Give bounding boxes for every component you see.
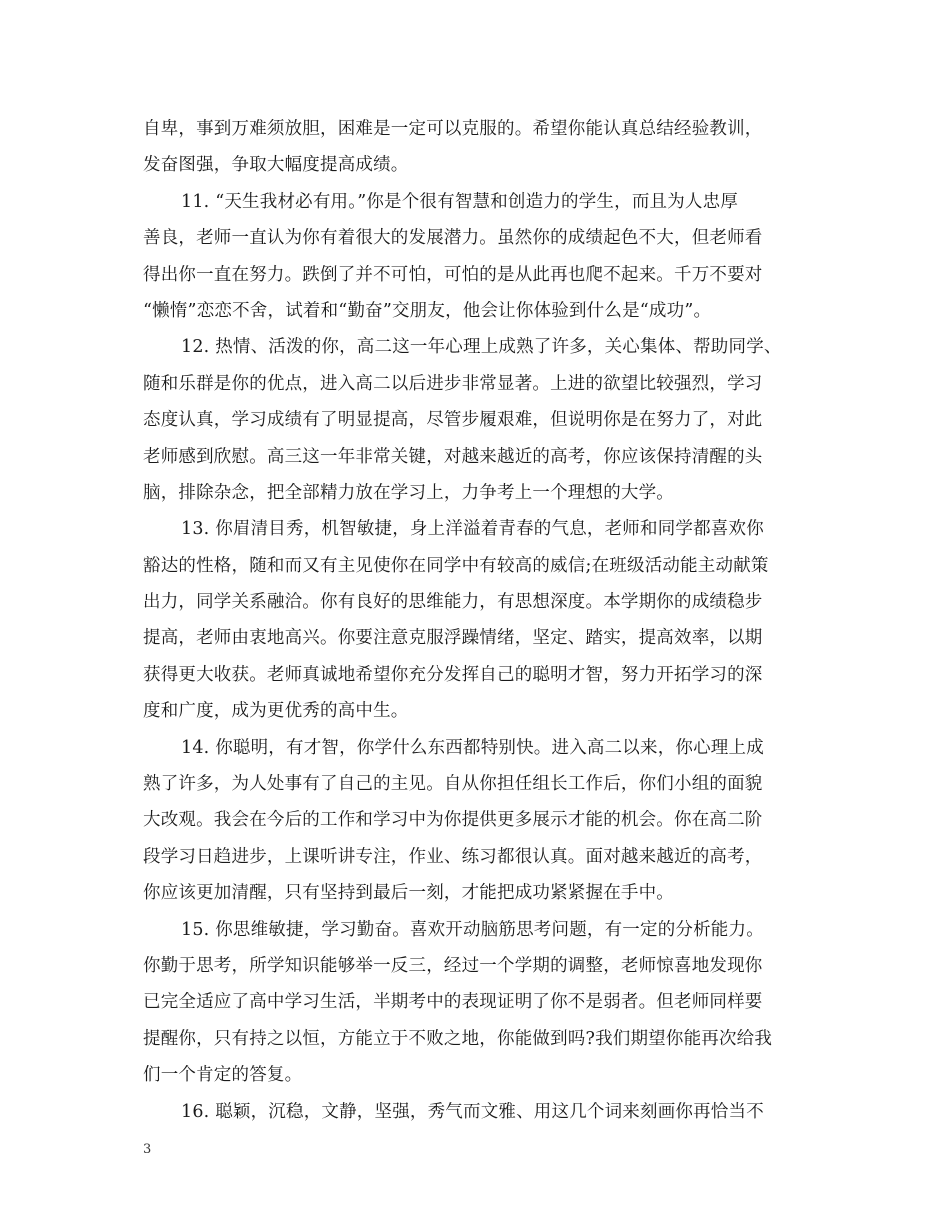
paragraph-first-line: 12. 热情、活泼的你，高二这一年心理上成熟了许多，关心集体、帮助同学、 <box>181 337 782 358</box>
text-line: 提醒你，只有持之以恒，方能立于不败之地，你能做到吗?我们期望你能再次给我 <box>143 1028 773 1049</box>
text-line: 发奋图强，争取大幅度提高成绩。 <box>143 155 409 176</box>
document-body <box>143 111 831 1130</box>
text-line: “懒惰”恋恋不舍，试着和“勤奋”交朋友，他会让你体验到什么是“成功”。 <box>143 300 712 321</box>
page-number: 3 <box>143 1142 152 1157</box>
text-line: 出力，同学关系融洽。你有良好的思维能力，有思想深度。本学期你的成绩稳步 <box>143 592 763 613</box>
text-line: 得出你一直在努力。跌倒了并不可怕，可怕的是从此再也爬不起来。千万不要对 <box>143 264 763 285</box>
text-line: 脑，排除杂念，把全部精力放在学习上，力争考上一个理想的大学。 <box>143 482 674 503</box>
text-line: 提高，老师由衷地高兴。你要注意克服浮躁情绪，坚定、踏实，提高效率，以期 <box>143 628 763 649</box>
paragraph-first-line: 16. 聪颖，沉稳，文静，坚强，秀气而文雅、用这几个词来刻画你再恰当不 <box>181 1101 764 1122</box>
text-line: 你勤于思考，所学知识能够举一反三，经过一个学期的调整，老师惊喜地发现你 <box>143 955 763 976</box>
text-line: 随和乐群是你的优点，进入高二以后进步非常显著。上进的欲望比较强烈，学习 <box>143 373 763 394</box>
text-line: 已完全适应了高中学习生活，半期考中的表现证明了你不是弱者。但老师同样要 <box>143 992 763 1013</box>
text-line: 你应该更加清醒，只有坚持到最后一刻，才能把成功紧紧握在手中。 <box>143 883 674 904</box>
paragraph-first-line: 14. 你聪明，有才智，你学什么东西都特别快。进入高二以来，你心理上成 <box>181 737 764 758</box>
text-line: 熟了许多，为人处事有了自己的主见。自从你担任组长工作后，你们小组的面貌 <box>143 774 763 795</box>
text-line: 态度认真，学习成绩有了明显提高，尽管步履艰难，但说明你是在努力了，对此 <box>143 410 763 431</box>
text-line: 自卑，事到万难须放胆，困难是一定可以克服的。希望你能认真总结经验教训， <box>143 119 763 139</box>
text-line: 老师感到欣慰。高三这一年非常关键，对越来越近的高考，你应该保持清醒的头 <box>143 446 763 467</box>
text-line: 获得更大收获。老师真诚地希望你充分发挥自己的聪明才智，努力开拓学习的深 <box>143 664 763 685</box>
paragraph-first-line: 13. 你眉清目秀，机智敏捷，身上洋溢着青春的气息，老师和同学都喜欢你 <box>181 519 764 540</box>
paragraph-first-line: 11. “天生我材必有用。”你是个很有智慧和创造力的学生，而且为人忠厚 <box>181 191 739 212</box>
text-line: 大改观。我会在今后的工作和学习中为你提供更多展示才能的机会。你在高二阶 <box>143 810 763 831</box>
text-line: 度和广度，成为更优秀的高中生。 <box>143 701 409 722</box>
text-line: 豁达的性格，随和而又有主见使你在同学中有较高的威信;在班级活动能主动献策 <box>143 555 769 576</box>
text-line: 段学习日趋进步，上课听讲专注，作业、练习都很认真。面对越来越近的高考， <box>143 846 763 867</box>
paragraph-first-line: 15. 你思维敏捷，学习勤奋。喜欢开动脑筋思考问题，有一定的分析能力。 <box>181 919 764 940</box>
text-line: 善良，老师一直认为你有着很大的发展潜力。虽然你的成绩起色不大，但老师看 <box>143 228 763 249</box>
text-line: 们一个肯定的答复。 <box>143 1065 303 1086</box>
